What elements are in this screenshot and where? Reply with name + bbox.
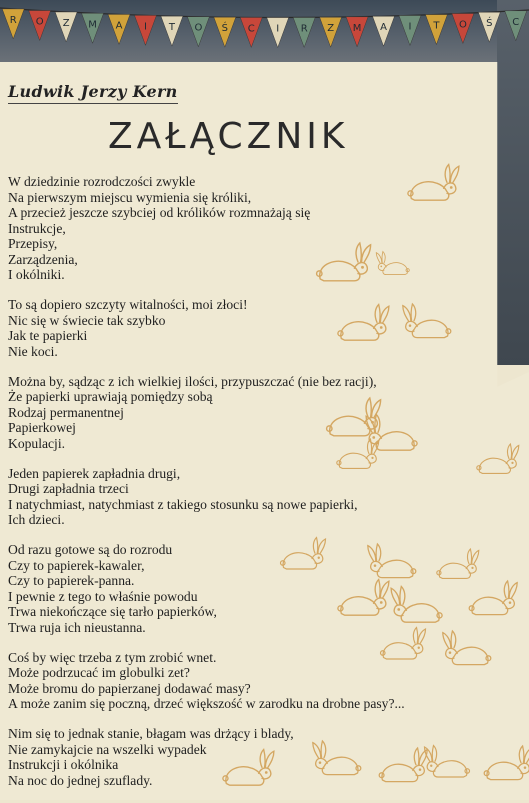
poem-title: ZAŁĄCZNIK [108,116,349,157]
poem-line: Instrukcje, [8,220,66,236]
banner-string [0,8,529,18]
poem-line: A przecież jeszcze szybciej od królików rozmnażają się [8,205,311,220]
stanza [8,466,513,528]
stanza [8,726,513,788]
stanza [8,374,513,452]
pennant-letter: O [194,22,203,34]
pennant-letter: O [35,16,44,28]
poem-line: To są dopiero szczyty witalności, moi złoci! [8,297,248,312]
poem-line: Jeden papierek zapładnia drugi, [8,465,181,481]
author-name: Ludwik Jerzy Kern [8,82,178,104]
poem-line: I okólniki. [8,267,65,282]
poem-line: Czy to papierek-panna. [8,573,135,588]
pennant-letter: M [88,19,97,31]
pennant-letter: I [408,21,412,33]
poem-line: Przepisy, [8,236,58,251]
stanza [8,542,513,635]
pennant-letter: Ś [486,18,493,30]
poem-line: Można by, sądząc z ich wielkiej ilości, przypuszczać (nie bez racji), [8,373,377,389]
poem-line: Papierkowej [8,420,76,435]
poem-line: Że papierki uprawiają pomiędzy sobą [8,389,213,404]
pennant-letter: A [115,20,123,32]
pennant-letter: M [352,22,362,34]
poem-line: W dziedzinie rozrodczości zwykle [8,174,196,189]
poem-line: Od razu gotowe są do rozrodu [8,542,173,557]
poem-line: I natychmiast, natychmiast z takiego stosunku są nowe papierki, [8,496,358,512]
pennant-letter: Z [327,23,335,35]
poem-line: Rodzaj permanentnej [8,404,124,420]
poem-line: I pewnie z tego to właśnie powodu [8,588,198,604]
poem-line: Coś by więc trzeba z tym zrobić wnet. [8,649,217,665]
poem-line: Nie koci. [8,343,58,359]
pennant-letter: C [247,23,255,35]
poem-line: Drugi zapładnia trzeci [8,481,129,496]
pennant-letter: A [380,22,387,34]
stanza [8,174,513,283]
pennant-banner [0,0,529,60]
pennant-letter: Ś [221,23,229,35]
pennant-letter: O [458,19,467,31]
poem-line: Może bromu do papierzanej dodawać masy? [8,680,251,696]
poem-line: Ich dzieci. [8,512,65,527]
pennant-letter: I [276,23,280,35]
poem-line: Trwa ruja ich nieustanna. [8,619,146,635]
pennant-letter: T [168,22,175,34]
pennant-letter: I [143,21,147,33]
stanza [8,650,513,712]
poem-line: Zarządzenia, [8,251,78,267]
poem-line: Nim się to jednak stanie, błagam was drżący i blady, [8,726,294,741]
poem-body [8,174,513,803]
pennant-letter: R [300,23,308,35]
poem-line: Na pierwszym miejscu wymienia się króliki, [8,189,252,205]
pennant-letter: C [512,16,520,28]
pennant-letter: Z [62,17,70,29]
pennant-letter: R [9,14,17,26]
poem-line: Czy to papierek-kawaler, [8,557,145,573]
poem-line: Jak te papierki [8,328,88,343]
poem-line: Nic się w świecie tak szybko [8,312,166,328]
poem-line: A może zanim się poczną, drzeć większość w zarodku na drobne pasy?... [8,696,405,711]
poem-line: Trwa niekończące się tarło papierków, [8,604,217,619]
poem-line: Może podrzucać im globulki zet? [8,665,190,680]
poem-line: Kopulacji. [8,435,66,451]
stanza [8,297,513,359]
poem-line: Instrukcji i okólnika [8,757,119,772]
poem-line: Nie zamykajcie na wszelki wypadek [8,741,207,757]
poem-line: Na noc do jednej szuflady. [8,772,153,788]
pennant-letter: T [433,20,440,32]
